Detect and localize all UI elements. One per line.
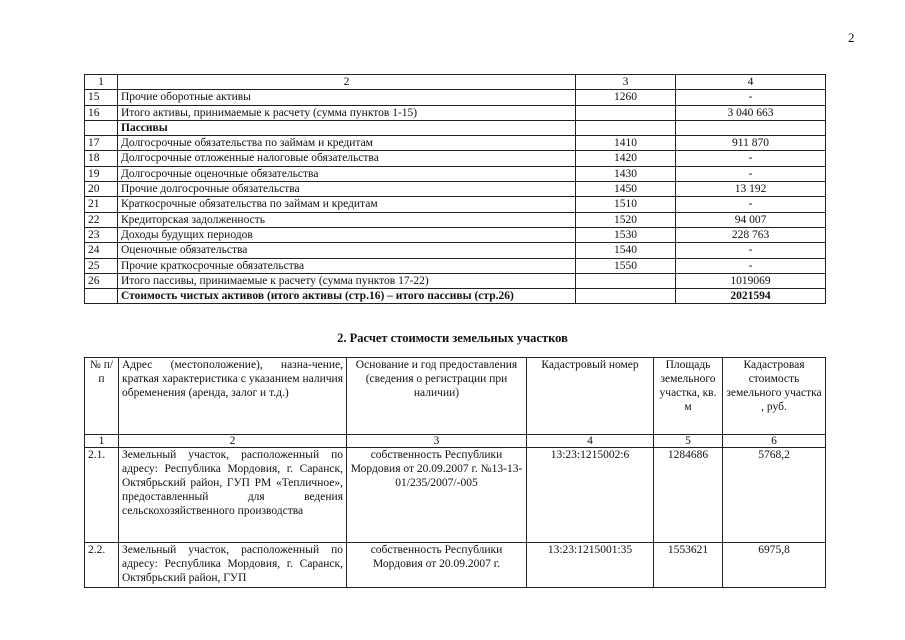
row-number: 20 xyxy=(85,182,118,197)
table-row xyxy=(85,105,826,120)
col-number: 6 xyxy=(723,435,826,448)
table-row xyxy=(85,166,826,181)
row-value: 1019069 xyxy=(676,273,826,288)
table-row xyxy=(85,212,826,227)
table-row xyxy=(85,136,826,151)
land-plots-table xyxy=(84,357,826,588)
row-number: 25 xyxy=(85,258,118,273)
col-number: 4 xyxy=(527,435,654,448)
page-number: 2 xyxy=(848,30,855,45)
row-code: 1520 xyxy=(576,212,676,227)
row-number: 16 xyxy=(85,105,118,120)
row-code: 1540 xyxy=(576,243,676,258)
row-basis: собственность Республики Мордовия от 20.09.2007 г. xyxy=(347,543,527,588)
row-name: Прочие долгосрочные обязательства xyxy=(118,182,576,197)
row-name: Итого пассивы, принимаемые к расчету (сумма пунктов 17-22) xyxy=(118,273,576,288)
row-cadastral: 13:23:1215001:35 xyxy=(527,543,654,588)
row-cost: 6975,8 xyxy=(723,543,826,588)
row-value: 94 007 xyxy=(676,212,826,227)
row-value xyxy=(676,120,826,135)
row-name: Долгосрочные оценочные обязательства xyxy=(118,166,576,181)
row-name: Кредиторская задолженность xyxy=(118,212,576,227)
table-row xyxy=(85,448,826,543)
table-row xyxy=(85,227,826,242)
row-code xyxy=(576,120,676,135)
row-code: 1550 xyxy=(576,258,676,273)
row-value: - xyxy=(676,90,826,105)
row-number: 15 xyxy=(85,90,118,105)
row-code: 1420 xyxy=(576,151,676,166)
column-number: 3 xyxy=(576,75,676,90)
row-cadastral: 13:23:1215002:6 xyxy=(527,448,654,543)
table-header-row xyxy=(85,75,826,90)
row-number: 22 xyxy=(85,212,118,227)
row-number: 21 xyxy=(85,197,118,212)
row-code: 1260 xyxy=(576,90,676,105)
row-value: 2021594 xyxy=(676,289,826,304)
row-name: Стоимость чистых активов (итого активы (стр.16) – итого пассивы (стр.26) xyxy=(118,289,576,304)
row-name: Оценочные обязательства xyxy=(118,243,576,258)
section-title: 2. Расчет стоимости земельных участков xyxy=(337,331,568,345)
col-number: 1 xyxy=(85,435,119,448)
col-number: 5 xyxy=(654,435,723,448)
row-value: - xyxy=(676,197,826,212)
column-number: 2 xyxy=(118,75,576,90)
table-row xyxy=(85,182,826,197)
row-value: 911 870 xyxy=(676,136,826,151)
table-row xyxy=(85,120,826,135)
row-area: 1553621 xyxy=(654,543,723,588)
row-number: 26 xyxy=(85,273,118,288)
table-row xyxy=(85,258,826,273)
row-value: - xyxy=(676,243,826,258)
row-code: 1450 xyxy=(576,182,676,197)
row-value: - xyxy=(676,258,826,273)
table-row xyxy=(85,197,826,212)
table-row xyxy=(85,273,826,288)
table-row xyxy=(85,243,826,258)
row-value: 3 040 663 xyxy=(676,105,826,120)
row-number: 17 xyxy=(85,136,118,151)
header-basis: Основание и год предоставления (сведения о регистрации при наличии) xyxy=(347,358,527,435)
row-value: - xyxy=(676,166,826,181)
header-cost: Кадастровая стоимость земельного участка , руб. xyxy=(723,358,826,435)
row-value: - xyxy=(676,151,826,166)
col-number: 3 xyxy=(347,435,527,448)
row-code: 1510 xyxy=(576,197,676,212)
row-basis: собственность Республики Мордовия от 20.09.2007 г. №13-13-01/235/2007/-005 xyxy=(347,448,527,543)
header-address: Адрес (местоположение), назна-чение, краткая характеристика с указанием наличия обременения (аренда, залог и т.д.) xyxy=(119,358,347,435)
row-value: 228 763 xyxy=(676,227,826,242)
row-name: Итого активы, принимаемые к расчету (сумма пунктов 1-15) xyxy=(118,105,576,120)
header-num: № п/п xyxy=(85,358,119,435)
row-number xyxy=(85,289,118,304)
row-code: 1430 xyxy=(576,166,676,181)
row-name: Долгосрочные обязательства по займам и кредитам xyxy=(118,136,576,151)
row-name: Прочие оборотные активы xyxy=(118,90,576,105)
table-row xyxy=(85,543,826,588)
table-row xyxy=(85,151,826,166)
table-row xyxy=(85,90,826,105)
row-code: 1410 xyxy=(576,136,676,151)
row-address: Земельный участок, расположенный по адресу: Республика Мордовия, г. Саранск, Октябрьский район, ГУП xyxy=(119,543,347,588)
row-number: 18 xyxy=(85,151,118,166)
row-number xyxy=(85,120,118,135)
row-num: 2.2. xyxy=(85,543,119,588)
row-area: 1284686 xyxy=(654,448,723,543)
row-code xyxy=(576,105,676,120)
column-numbers-row xyxy=(85,435,826,448)
row-cost: 5768,2 xyxy=(723,448,826,543)
row-name: Пассивы xyxy=(118,120,576,135)
row-code: 1530 xyxy=(576,227,676,242)
header-cadastral: Кадастровый номер xyxy=(527,358,654,435)
row-name: Долгосрочные отложенные налоговые обязательства xyxy=(118,151,576,166)
row-number: 24 xyxy=(85,243,118,258)
row-name: Краткосрочные обязательства по займам и кредитам xyxy=(118,197,576,212)
column-number: 4 xyxy=(676,75,826,90)
row-name: Прочие краткосрочные обязательства xyxy=(118,258,576,273)
column-number: 1 xyxy=(85,75,118,90)
table-row xyxy=(85,289,826,304)
row-address: Земельный участок, расположенный по адресу: Республика Мордовия, г. Саранск, Октябрьский район, ГУП РМ «Тепличное», предоставленный для ведения сельскохозяйственного производства xyxy=(119,448,347,543)
net-assets-table xyxy=(84,74,826,304)
row-name: Доходы будущих периодов xyxy=(118,227,576,242)
col-number: 2 xyxy=(119,435,347,448)
row-code xyxy=(576,289,676,304)
row-value: 13 192 xyxy=(676,182,826,197)
row-code xyxy=(576,273,676,288)
row-num: 2.1. xyxy=(85,448,119,543)
row-number: 19 xyxy=(85,166,118,181)
row-number: 23 xyxy=(85,227,118,242)
header-area: Площадь земельного участка, кв. м xyxy=(654,358,723,435)
land-table-header xyxy=(85,358,826,435)
